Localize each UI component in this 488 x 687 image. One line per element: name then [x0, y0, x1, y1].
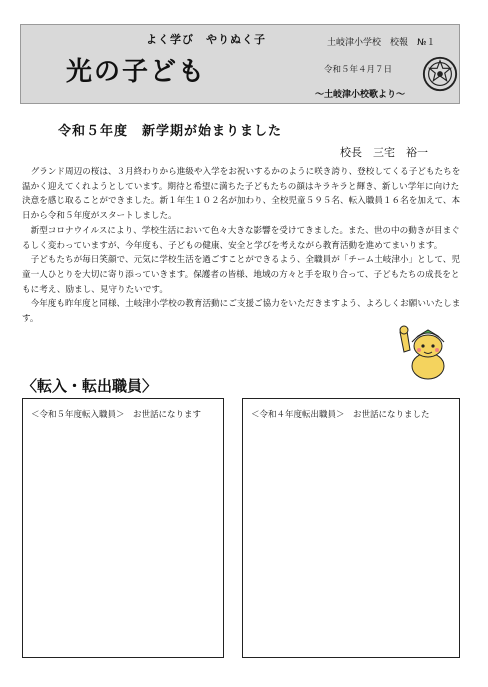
school-emblem-icon: [421, 55, 459, 93]
title-source-note: ～土岐津小校歌より～: [315, 90, 406, 100]
school-motto: よく学び やりぬく子: [146, 33, 266, 46]
outgoing-staff-box: [242, 398, 460, 658]
article-headline: 令和５年度 新学期が始まりました: [58, 124, 283, 139]
paragraph: 今年度も昨年度と同様、土岐津小学校の教育活動にご支援ご協力をいただきますよう、よろしくお願いいたします。: [22, 299, 461, 325]
staff-section-title: 〈転入・転出職員〉: [22, 377, 158, 395]
incoming-staff-box: [22, 398, 224, 658]
issue-date: 令和５年４月７日: [324, 65, 393, 75]
paragraph: グランド周辺の桜は、３月終わりから進級や入学をお祝いするかのように咲き誇り、登校してくる子どもたちを温かく迎えてくれようとしています。期待と希望に満ちた子どもたちの顔はキラキラと輝き、新しい学年に向けた決意を感じ取ることができました。新１年生１０２名が加わり、全校児童５９５名、転入職員１６名を加えて、本日から令和５年度がスタートしました。: [22, 167, 461, 222]
school-issue-line: 土岐津小学校 校報 №１: [327, 38, 436, 48]
paragraph: 新型コロナウイルスにより、学校生活において色々大きな影響を受けてきました。また、世の中の動きが目まぐるしく変わっていますが、今年度も、子どもの健康、安全と学びを考えながら教育活動を進めてまいります。: [22, 225, 460, 251]
newsletter-header: [20, 24, 460, 104]
principal-name: 校長 三宅 裕一: [340, 146, 428, 159]
incoming-staff-label: ＜令和５年度転入職員＞ お世話になります: [31, 410, 202, 420]
article-body: [22, 165, 462, 327]
newsletter-title: 光の子ども: [66, 57, 207, 87]
paragraph: 子どもたちが毎日笑顔で、元気に学校生活を過ごすことができるよう、全職員が「チーム土岐津小」として、児童一人ひとりを大切に寄り添っていきます。保護者の皆様、地域の方々と手を取り合って、子どもたちの成長をともに考え、励まし、見守りたいです。: [22, 255, 460, 295]
outgoing-staff-label: ＜令和４年度転出職員＞ お世話になりました: [251, 410, 430, 420]
mascot-illustration: [398, 322, 450, 380]
